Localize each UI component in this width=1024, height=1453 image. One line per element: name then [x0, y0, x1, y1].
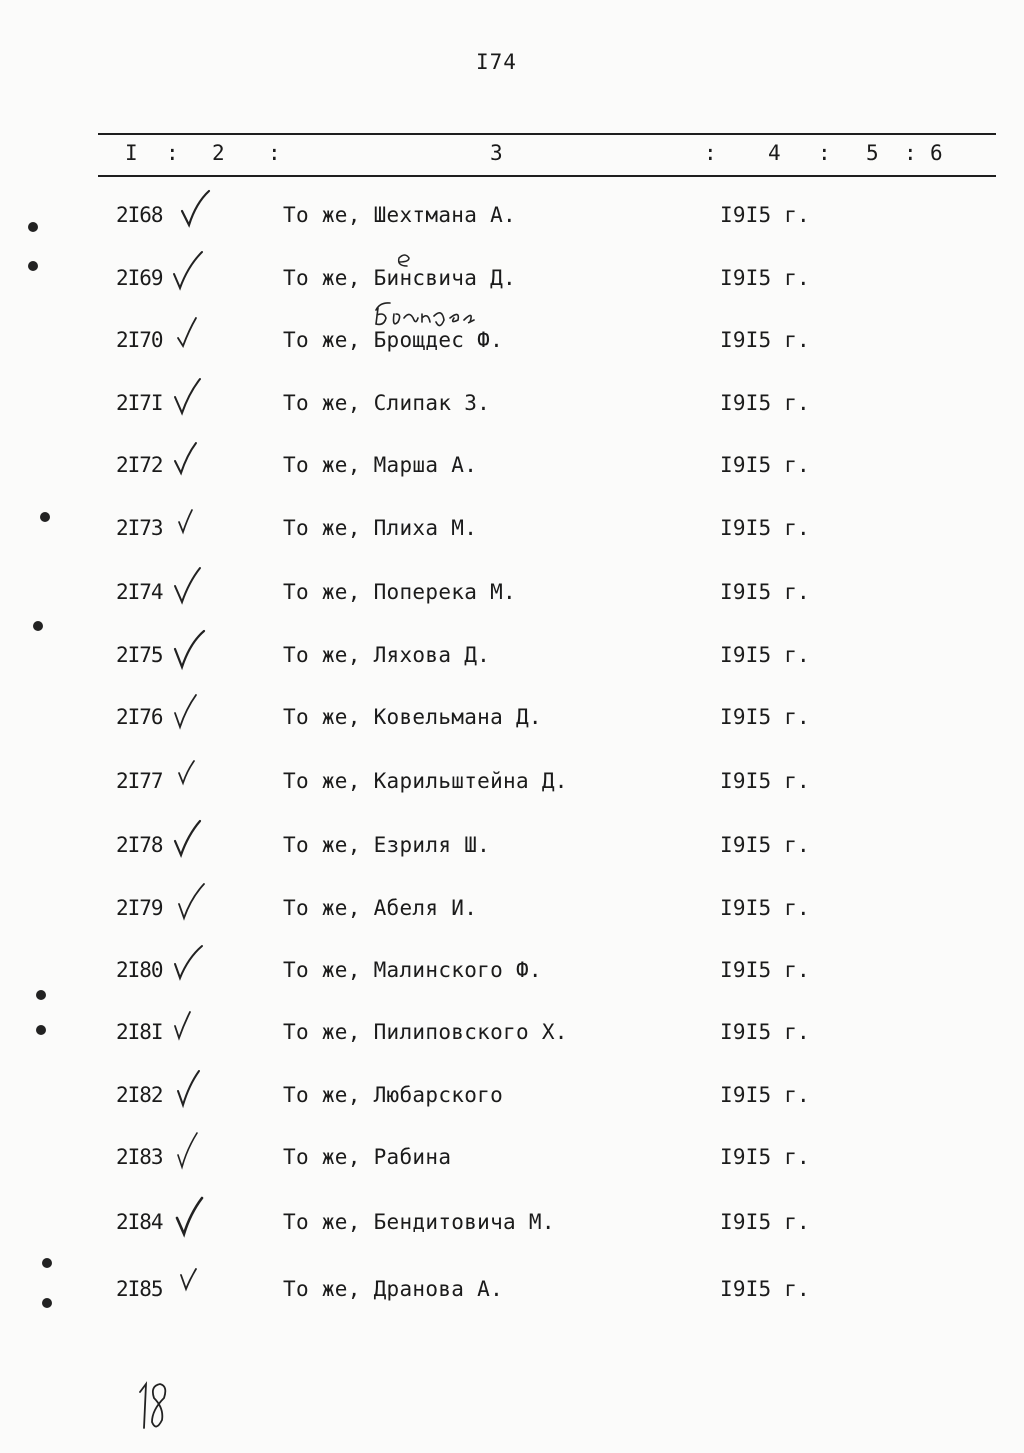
record-description: То же, Ляхова Д.: [283, 643, 491, 667]
record-year: I9I5 г.: [720, 705, 810, 729]
header-col-2: 2: [212, 141, 225, 165]
check-mark-icon: [171, 250, 205, 294]
record-year: I9I5 г.: [720, 833, 810, 857]
table-row: [0, 1145, 1024, 1185]
item-number: 2I8I: [116, 1020, 163, 1044]
header-col-1: I: [125, 141, 138, 165]
punch-hole-mark: [28, 222, 38, 232]
check-mark-icon: [176, 753, 198, 789]
record-description: То же, Марша А.: [283, 453, 478, 477]
table-row: [0, 328, 1024, 368]
record-description: То же, Езриля Ш.: [283, 833, 491, 857]
check-mark-icon: [172, 689, 200, 731]
check-mark-icon: [178, 187, 212, 231]
check-mark-icon: [172, 942, 206, 984]
record-description: То же, Плиха М.: [283, 516, 478, 540]
check-mark-icon: [172, 437, 202, 477]
item-number: 2I78: [116, 833, 163, 857]
record-year: I9I5 г.: [720, 1210, 810, 1234]
record-description: То же, Рабина: [283, 1145, 452, 1169]
item-number: 2I77: [116, 769, 163, 793]
table-row: [0, 391, 1024, 431]
item-number: 2I74: [116, 580, 163, 604]
table-row: [0, 958, 1024, 998]
header-sep: :: [704, 141, 717, 165]
item-number: 2I73: [116, 516, 163, 540]
check-mark-icon: [175, 1129, 201, 1173]
check-mark-icon: [176, 500, 198, 536]
item-number: 2I75: [116, 643, 163, 667]
record-year: I9I5 г.: [720, 1277, 810, 1301]
item-number: 2I80: [116, 958, 163, 982]
record-description: То же, Абеля И.: [283, 896, 478, 920]
header-col-4: 4: [768, 141, 781, 165]
handwritten-correction-letter-e: [395, 252, 417, 272]
record-year: I9I5 г.: [720, 203, 810, 227]
record-year: I9I5 г.: [720, 643, 810, 667]
item-number: 2I83: [116, 1145, 163, 1169]
header-sep: :: [268, 141, 281, 165]
item-number: 2I72: [116, 453, 163, 477]
punch-hole-mark: [36, 990, 46, 1000]
header-col-6: 6: [930, 141, 943, 165]
record-description: То же, Слипак З.: [283, 391, 491, 415]
punch-hole-mark: [28, 261, 38, 271]
record-description: То же, Поперека М.: [283, 580, 516, 604]
table-top-rule: [98, 133, 996, 135]
header-sep: :: [904, 141, 917, 165]
check-mark-icon: [174, 1194, 206, 1240]
page-number: I74: [476, 50, 517, 74]
check-mark-icon: [172, 375, 204, 419]
table-row: [0, 833, 1024, 873]
item-number: 2I85: [116, 1277, 163, 1301]
record-description: То же, Бендитовича М.: [283, 1210, 555, 1234]
record-description: То же, Дранова А.: [283, 1277, 504, 1301]
header-sep: :: [166, 141, 179, 165]
record-description: То же, Карильштейна Д.: [283, 769, 568, 793]
record-year: I9I5 г.: [720, 266, 810, 290]
item-number: 2I70: [116, 328, 163, 352]
item-number: 2I82: [116, 1083, 163, 1107]
check-mark-icon: [172, 564, 204, 608]
table-row: [0, 266, 1024, 306]
punch-hole-mark: [40, 512, 50, 522]
punch-hole-mark: [42, 1258, 52, 1268]
record-year: I9I5 г.: [720, 1083, 810, 1107]
item-number: 2I84: [116, 1210, 163, 1234]
record-year: I9I5 г.: [720, 453, 810, 477]
record-description: То же, Любарского: [283, 1083, 504, 1107]
check-mark-icon: [172, 817, 204, 861]
check-mark-icon: [175, 1067, 203, 1111]
item-number: 2I7I: [116, 391, 163, 415]
record-description: То же, Ковельмана Д.: [283, 705, 542, 729]
check-mark-icon: [174, 312, 202, 352]
punch-hole-mark: [36, 1025, 46, 1035]
record-description: То же, Пилиповского Х.: [283, 1020, 568, 1044]
check-mark-icon: [178, 1261, 202, 1297]
table-row: [0, 643, 1024, 683]
table-row: [0, 769, 1024, 809]
table-row: [0, 1020, 1024, 1060]
header-sep: :: [818, 141, 831, 165]
table-bottom-rule: [98, 175, 996, 177]
table-row: [0, 203, 1024, 243]
header-col-3: 3: [490, 141, 503, 165]
handwritten-folio-number: [134, 1378, 174, 1434]
record-year: I9I5 г.: [720, 516, 810, 540]
record-year: I9I5 г.: [720, 958, 810, 982]
record-year: I9I5 г.: [720, 896, 810, 920]
table-row: [0, 1083, 1024, 1123]
item-number: 2I69: [116, 266, 163, 290]
item-number: 2I76: [116, 705, 163, 729]
punch-hole-mark: [42, 1298, 52, 1308]
table-row: [0, 516, 1024, 556]
table-row: [0, 1277, 1024, 1317]
record-description: То же, Малинского Ф.: [283, 958, 542, 982]
table-row: [0, 580, 1024, 620]
check-mark-icon: [172, 1004, 196, 1042]
record-description: То же, Шехтмана А.: [283, 203, 516, 227]
table-row: [0, 705, 1024, 745]
table-row: [0, 1210, 1024, 1250]
record-description: То же, Брощдес Ф.: [283, 328, 504, 352]
item-number: 2I68: [116, 203, 163, 227]
record-year: I9I5 г.: [720, 1020, 810, 1044]
record-year: I9I5 г.: [720, 580, 810, 604]
record-year: I9I5 г.: [720, 391, 810, 415]
record-year: I9I5 г.: [720, 769, 810, 793]
handwritten-correction-brandes: [370, 300, 500, 334]
check-mark-icon: [176, 880, 208, 924]
punch-hole-mark: [33, 621, 43, 631]
item-number: 2I79: [116, 896, 163, 920]
record-year: I9I5 г.: [720, 1145, 810, 1169]
table-row: [0, 896, 1024, 936]
record-year: I9I5 г.: [720, 328, 810, 352]
table-row: [0, 453, 1024, 493]
header-col-5: 5: [866, 141, 879, 165]
record-description: То же, Бинсвича Д.: [283, 266, 516, 290]
check-mark-icon: [172, 627, 208, 673]
